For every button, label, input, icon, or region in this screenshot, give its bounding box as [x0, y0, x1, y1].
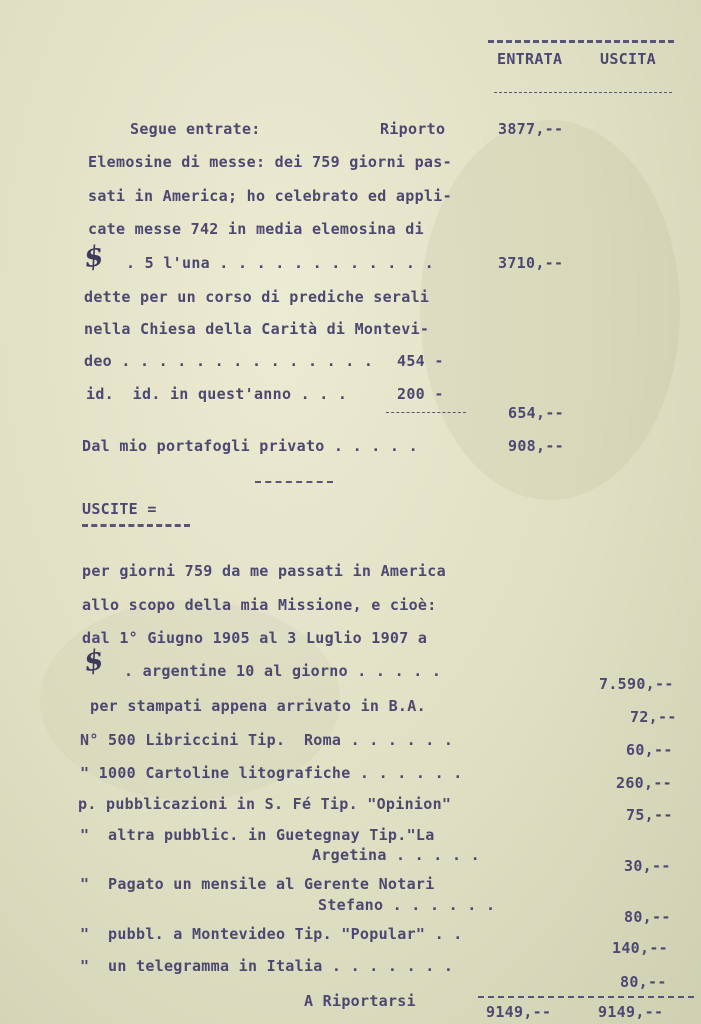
- elemosine-line-4: . 5 l'una . . . . . . . . . . . .: [126, 254, 434, 272]
- total-entrata: 9149,--: [486, 1003, 552, 1021]
- segue-entrate-label: Segue entrate:: [130, 120, 261, 138]
- prediche-subtotal-2: 200 -: [397, 385, 444, 403]
- uscite-title-underline: [82, 524, 190, 527]
- riportarsi-label: A Riportarsi: [304, 992, 416, 1010]
- uscita-item-line-2: Stefano . . . . . .: [318, 896, 496, 914]
- uscita-item-value: 72,--: [630, 708, 677, 726]
- portafogli-line: Dal mio portafogli privato . . . . .: [82, 437, 418, 455]
- header-bottom-rule: [494, 92, 672, 93]
- uscite-intro-value: 7.590,--: [599, 675, 674, 693]
- prediche-line-2: nella Chiesa della Carità di Montevi-: [84, 320, 430, 338]
- prediche-line-1: dette per un corso di prediche serali: [84, 288, 430, 306]
- section-divider: [255, 481, 333, 483]
- totals-rule: [478, 996, 694, 998]
- prediche-value: 654,--: [508, 404, 564, 422]
- header-top-rule: [488, 40, 674, 43]
- uscita-item-line: " altra pubblic. in Guetegnay Tip."La: [80, 826, 435, 844]
- uscite-title: USCITE =: [82, 500, 157, 518]
- elemosine-line-3: cate messe 742 in media elemosina di: [88, 220, 424, 238]
- uscita-item-value: 140,--: [612, 939, 668, 957]
- col-entrata-heading: ENTRATA: [497, 50, 563, 68]
- subtotal-rule: [386, 412, 466, 413]
- uscita-item-line: N° 500 Libriccini Tip. Roma . . . . . .: [80, 731, 454, 749]
- uscita-item-value: 60,--: [626, 741, 673, 759]
- uscita-item-line: " 1000 Cartoline litografiche . . . . . .: [80, 764, 463, 782]
- portafogli-value: 908,--: [508, 437, 564, 455]
- peso-sign-icon: $: [81, 642, 106, 679]
- uscita-item-value: 80,--: [620, 973, 667, 991]
- elemosine-line-1: Elemosine di messe: dei 759 giorni pas-: [88, 153, 452, 171]
- uscita-item-line: p. pubblicazioni in S. Fé Tip. "Opinion": [78, 795, 452, 813]
- peso-sign-icon: $: [81, 238, 106, 275]
- uscita-item-value: 260,--: [616, 774, 672, 792]
- uscita-item-value: 75,--: [626, 806, 673, 824]
- uscita-item-line: " un telegramma in Italia . . . . . . .: [80, 957, 454, 975]
- elemosine-value: 3710,--: [498, 254, 564, 272]
- uscita-item-line: per stampati appena arrivato in B.A.: [90, 697, 426, 715]
- uscite-intro-line-3: dal 1° Giugno 1905 al 3 Luglio 1907 a: [82, 629, 428, 647]
- uscite-intro-line-1: per giorni 759 da me passati in America: [82, 562, 446, 580]
- uscita-item-line: " Pagato un mensile al Gerente Notari: [80, 875, 435, 893]
- uscite-intro-line-2: allo scopo della mia Missione, e cioè:: [82, 596, 437, 614]
- prediche-subtotal-1: 454 -: [397, 352, 444, 370]
- prediche-line-3: deo . . . . . . . . . . . . . .: [84, 352, 374, 370]
- riporto-value: 3877,--: [498, 120, 564, 138]
- riporto-label: Riporto: [380, 120, 446, 138]
- elemosine-line-2: sati in America; ho celebrato ed appli-: [88, 187, 452, 205]
- col-uscita-heading: USCITA: [600, 50, 656, 68]
- id-line: id. id. in quest'anno . . .: [86, 385, 348, 403]
- uscita-item-line: " pubbl. a Montevideo Tip. "Popular" . .: [80, 925, 463, 943]
- uscita-item-value: 30,--: [624, 857, 671, 875]
- uscita-item-line-2: Argetina . . . . .: [312, 846, 480, 864]
- uscita-item-value: 80,--: [624, 908, 671, 926]
- total-uscita: 9149,--: [598, 1003, 664, 1021]
- uscite-intro-line-4: . argentine 10 al giorno . . . . .: [124, 662, 442, 680]
